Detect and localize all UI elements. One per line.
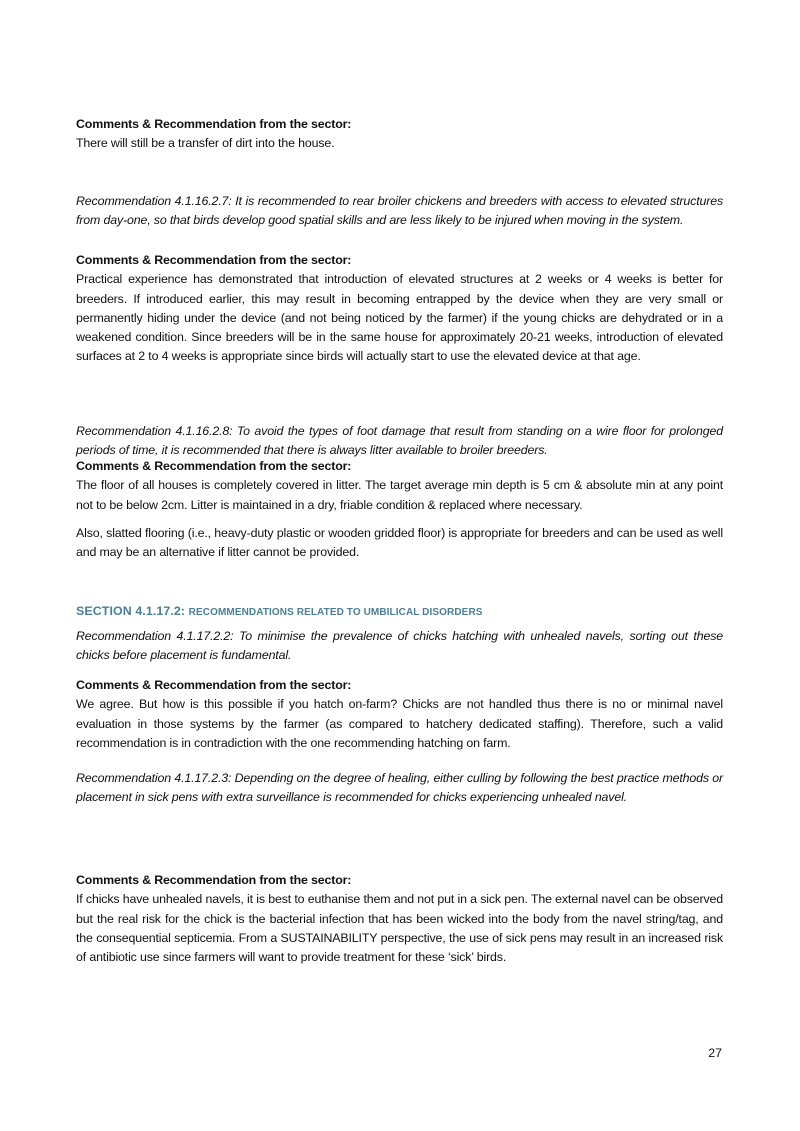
section-heading — [76, 604, 483, 618]
section-number: SECTION 4.1.17.2: — [76, 604, 189, 618]
comment-block-2 — [76, 251, 723, 367]
comment-block-5 — [76, 871, 723, 967]
comment-paragraph: Also, slatted flooring (i.e., heavy-duty plastic or wooden gridded floor) is appropriate for breeders and can be used as well and may be an alternative if litter cannot be provided. — [76, 526, 723, 560]
comment-text: Practical experience has demonstrated that introduction of elevated structures at 2 weeks or 4 weeks is better for breeders. If introduced earlier, this may result in becoming entrapped by the device when they are very small or permanently hiding under the device (and not being noticed by the farmer) if the young chicks are dehydrated or in a weakened condition. Since breeders will be in the same house for approximately 20-21 weeks, introduction of elevated surfaces at 2 to 4 weeks is appropriate since birds will actually start to use the elevated device at that age. — [76, 272, 723, 364]
comment-text: We agree. But how is this possible if you hatch on-farm? Chicks are not handled thus there is no or minimal navel evaluation in those systems by the farmer (as compared to hatchery dedicated staffing). Therefore, such a valid recommendation is in contradiction with the one recommending hatching on farm. — [76, 697, 723, 750]
comment-heading: Comments & Recommendation from the sector: — [76, 873, 352, 887]
comment-text: If chicks have unhealed navels, it is best to euthanise them and not put in a sick pen. The external navel can be observed but the real risk for the chick is the bacterial infection that has been wicked into the body from the navel string/tag, and the consequential septicemia. From a SUSTAINABILITY perspective, the use of sick pens may result in an increased risk of antibiotic use since farmers will want to provide treatment for these ‘sick’ birds. — [76, 892, 723, 965]
comment-text: The floor of all houses is completely covered in litter. The target average min depth is 5 cm & absolute min at any point not to be below 2cm. Litter is maintained in a dry, friable condition & replaced where necessary. — [76, 478, 723, 512]
comment-heading: Comments & Recommendation from the sector: — [76, 117, 352, 131]
recommendation-4-1-17-2-3: Recommendation 4.1.17.2.3: Depending on the degree of healing, either culling by following the best practice methods or placement in sick pens with extra surveillance is recommended for chicks experiencing unhealed navel. — [76, 771, 723, 805]
comment-block-4 — [76, 676, 723, 753]
page-number: 27 — [708, 1046, 722, 1060]
comment-block-1 — [76, 115, 723, 154]
recommendation-4-1-16-2-8: Recommendation 4.1.16.2.8: To avoid the types of foot damage that result from standing on a wire floor for prolonged periods of time, it is recommended that there is always litter available to broiler breeders. — [76, 424, 723, 458]
comment-heading: Comments & Recommendation from the sector: — [76, 678, 352, 692]
comment-text: There will still be a transfer of dirt into the house. — [76, 136, 335, 151]
comment-heading: Comments & Recommendation from the sector: — [76, 459, 352, 473]
comment-heading: Comments & Recommendation from the sector: — [76, 253, 352, 267]
section-title: RECOMMENDATIONS RELATED TO UMBILICAL DISORDERS — [188, 607, 483, 618]
recommendation-4-1-17-2-2: Recommendation 4.1.17.2.2: To minimise the prevalence of chicks hatching with unhealed navels, sorting out these chicks before placement is fundamental. — [76, 629, 723, 663]
recommendation-4-1-16-2-7: Recommendation 4.1.16.2.7: It is recommended to rear broiler chickens and breeders with access to elevated structures from day-one, so that birds develop good spatial skills and are less likely to be injured when moving in the system. — [76, 194, 723, 228]
comment-block-3 — [76, 457, 723, 515]
